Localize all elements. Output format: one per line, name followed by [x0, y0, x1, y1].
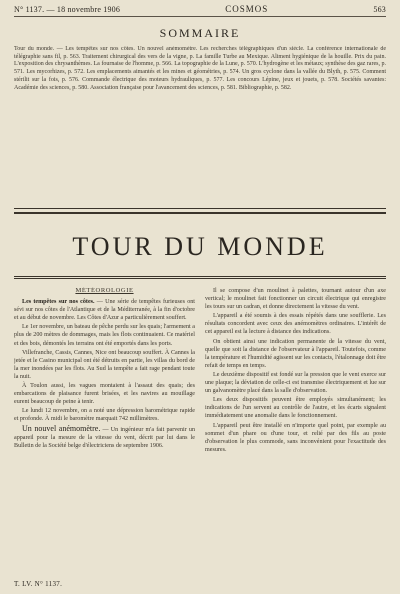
- double-rule: [14, 276, 386, 279]
- article-columns: [14, 287, 386, 594]
- paragraph: Les tempêtes sur nos côtes. — Une série de tempêtes furieuses ont sévi sur nos côtes de l'Atlantique et de la Méditerranée, à la fin d'octobre et au début de novembre. Les Côtes d'Azur a particulièrement souffert.: [14, 299, 195, 322]
- running-head: [14, 0, 386, 17]
- paragraph: Le lundi 12 novembre, on a noté une dépression barométrique rapide et profonde. À midi le baromètre marquait 742 millimètres.: [14, 408, 195, 423]
- paragraph: On obtient ainsi une indication permanente de la vitesse du vent, quelle que soit la distance de l'observateur à l'appareil. Toutefois, comme la température et l'humidité agissent sur les contacts, l'étalonnage doit être refait de temps en temps.: [205, 338, 386, 369]
- lead-heading-2: Un nouvel anémomètre.: [22, 423, 101, 433]
- sommaire-text-1: Tour du monde. — Les tempêtes sur nos côtes. Un nouvel anémomètre. Les recherches télégraphiques d'un siècle. La conférence internationale de télégraphie sans fil, p. 563. Traitement chirurgical des vers de la vigne, p. La famille Turbe au Mexique. Aliment hygiénique de la houille. Prix du pain. L'exposition des chrysanthèmes. La fournaise de l'homme, p. 566.: [14, 46, 386, 68]
- journal-name: COSMOS: [225, 4, 269, 14]
- paragraph: Un nouvel anémomètre. — Un ingénieur m'a fait parvenir un appareil pour la mesure de la vitesse du vent, décrit par lui dans le Bulletin de la Société belge d'électriciens de septembre 1906.: [14, 423, 195, 449]
- column-left: [14, 287, 195, 594]
- lead-heading: Les tempêtes sur nos côtes.: [22, 299, 95, 306]
- divider-thick: [14, 212, 386, 214]
- section-title: TOUR DU MONDE: [72, 232, 328, 261]
- paragraph: À Toulon aussi, les vagues montaient à l'assaut des quais; des embarcations de plaisance furent brisées, et les navires au mouillage eurent beaucoup de peine à tenir.: [14, 383, 195, 406]
- paragraph: Le deuxième dispositif est fondé sur la pression que le vent exerce sur une plaque; la déviation de celle-ci est transmise électriquement et lue sur un galvanomètre placé dans la salle d'observation.: [205, 371, 386, 395]
- divider: [14, 208, 386, 209]
- paragraph: L'appareil a été soumis à des essais répétés dans une soufflerie. Les résultats concordent avec ceux des anémomètres ordinaires. L'intérêt de cet appareil est la lecture à distance des indications.: [205, 313, 386, 336]
- sommaire-title: SOMMAIRE: [159, 26, 241, 40]
- column-right: [205, 287, 386, 594]
- paragraph: Il se compose d'un moulinet à palettes, tournant autour d'un axe vertical; le moulinet fait fonctionner un circuit électrique qui enregistre les tours sur un cadran, et donne directement la vitesse du vent.: [205, 288, 386, 311]
- page-number: 563: [373, 5, 386, 14]
- section-heading: MÉTÉOROLOGIE: [75, 287, 134, 294]
- paragraph: Le 1er novembre, un bateau de pêche perdu sur les quais; l'armement a plus de 200 mètres de dommages, mais les flots continuaient. Ce matériel et des bois, démontés les terrains ont été emportés dans les ports.: [14, 324, 195, 347]
- volume-signature: T. LV. N° 1137.: [14, 580, 63, 588]
- paragraph: Les deux dispositifs peuvent être employés simultanément; les indications de l'un servent au contrôle de l'autre, et les écarts signalent immédiatement une anomalie dans le fonctionnement.: [205, 397, 386, 420]
- paragraph: L'appareil peut être installé en n'importe quel point, par exemple au sommet d'un phare ou d'une tour, et relié par des fils au poste d'observation le plus commode, sans inconvénient pour l'exactitude des mesures.: [205, 422, 386, 453]
- paragraph: Villefranche, Cassis, Cannes, Nice ont beaucoup souffert. À Cannes la jetée et le Casino municipal ont été détruits en partie, les villas du bord de la mer inondées par les flots. Au Sud la tempête a fait rage pendant toute la nuit.: [14, 349, 195, 380]
- sommaire-body: [14, 46, 386, 202]
- issue-date: N° 1137. — 18 novembre 1906: [14, 5, 121, 14]
- sommaire-text-2: La topographie de la Lune, p. 570. L'hydrogène et les métaux; synthèse des gaz rares, p. 571. Les mycorhizes, p. 572. Les emplacements aimantés et les mines et géométries, p. 574. Un gros cyclone dans la vallée du Blyth, p. 575. Comment stérilit sur la fois, p. 576. Commande électrique des moteurs hydrauliques, p. 577. Les concours Lépine, jeux et jouets, p. 578. Sociétés savantes: Académie des sciences, p. 580. Association française pour l'avancement des sciences, p. 581. Bibliographie, p. 582.: [14, 61, 386, 91]
